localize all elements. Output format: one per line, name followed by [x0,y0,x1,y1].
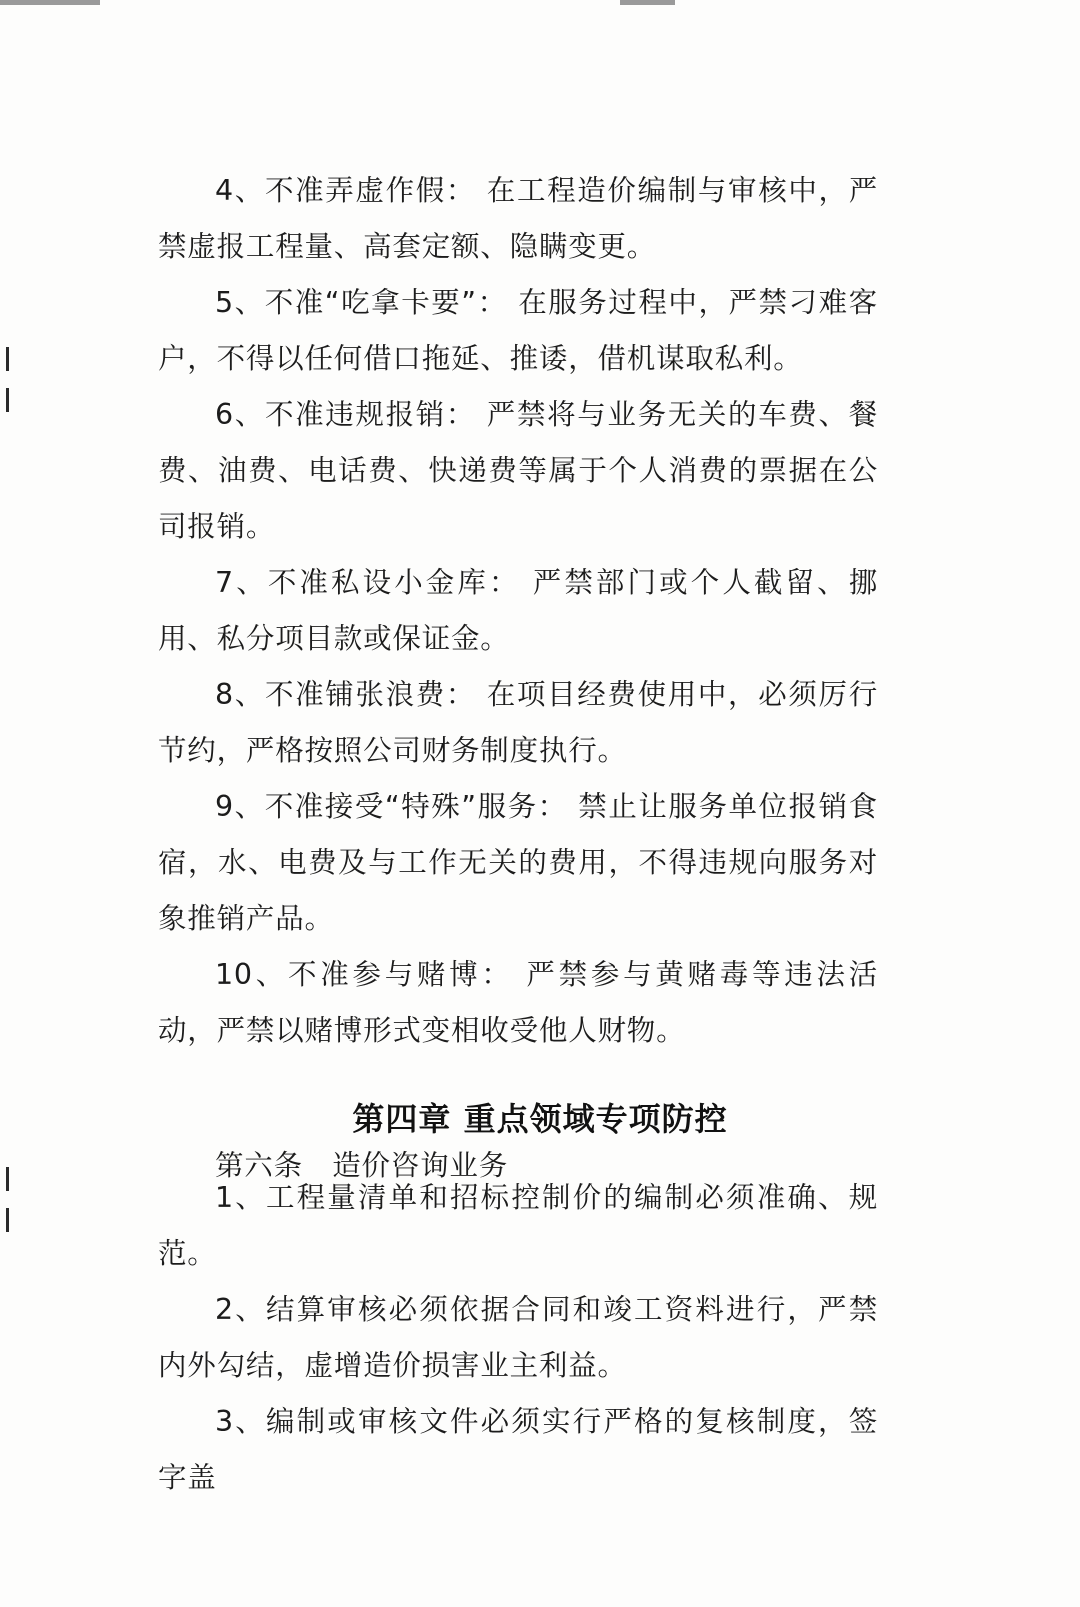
article-heading: 第六条 造价咨询业务 [215,1149,509,1182]
scan-edge-right [620,0,675,5]
article-item: 1、工程量清单和招标控制价的编制必须准确、规范。 [158,1181,878,1270]
scan-edge-left [0,0,100,5]
binding-mark [6,347,9,371]
rule-item: 4、不准弄虚作假： 在工程造价编制与审核中，严禁虚报工程量、高套定额、隐瞒变更。 [158,174,878,263]
article-items [158,1170,878,1506]
rules-list [158,163,878,1059]
article-item: 2、结算审核必须依据合同和竣工资料进行，严禁内外勾结，虚增造价损害业主利益。 [158,1293,878,1382]
chapter-title: 第四章 重点领域专项防控 [352,1100,728,1138]
rule-item: 5、不准“吃拿卡要”： 在服务过程中，严禁刁难客户，不得以任何借口拖延、推诿，借机谋取私利。 [158,286,878,375]
rule-item: 10、不准参与赌博： 严禁参与黄赌毒等违法活动，严禁以赌博形式变相收受他人财物。 [158,958,878,1047]
article-item: 3、编制或审核文件必须实行严格的复核制度，签字盖 [158,1405,878,1494]
binding-mark [6,1167,9,1191]
rule-item: 7、不准私设小金库： 严禁部门或个人截留、挪用、私分项目款或保证金。 [158,566,878,655]
binding-mark [6,388,9,412]
rule-item: 9、不准接受“特殊”服务： 禁止让服务单位报销食宿，水、电费及与工作无关的费用，不得违规向服务对象推销产品。 [158,790,878,935]
rule-item: 6、不准违规报销： 严禁将与业务无关的车费、餐费、油费、电话费、快递费等属于个人消费的票据在公司报销。 [158,398,878,543]
binding-mark [6,1208,9,1232]
rule-item: 8、不准铺张浪费： 在项目经费使用中，必须厉行节约，严格按照公司财务制度执行。 [158,678,878,767]
